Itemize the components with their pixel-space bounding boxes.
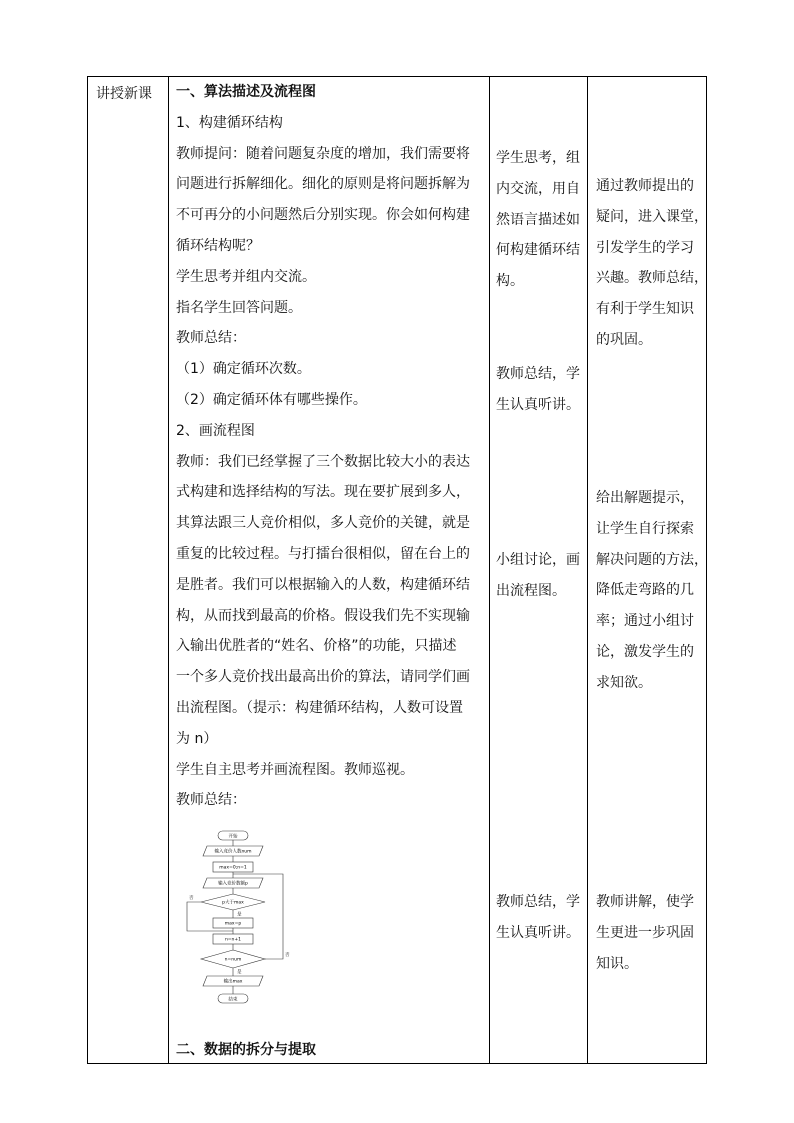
- content-line: 学生自主思考并画流程图。教师巡视。: [176, 761, 414, 778]
- flowchart: [183, 829, 303, 1031]
- text-line: 然语言描述如: [496, 211, 580, 228]
- row-label: 讲授新课: [96, 86, 152, 102]
- text-line: 给出解题提示，: [596, 490, 694, 506]
- content-line: 式构建和选择结构的写法。现在要扩展到多人，: [176, 484, 470, 501]
- text-line: 构。: [496, 273, 524, 290]
- text-line: 有利于学生知识: [596, 301, 694, 318]
- column-divider-1: [168, 77, 169, 1063]
- text-line: 引发学生的学习: [596, 239, 694, 256]
- text-line: 教师讲解，使学: [596, 894, 694, 910]
- flow-start-text: 开始: [228, 834, 238, 840]
- lesson-table: [87, 76, 707, 1064]
- content-line: 指名学生回答问题。: [176, 299, 302, 316]
- content-line: 其算法跟三人竞价相似，多人竞价的关键，就是: [176, 515, 470, 532]
- content-line: 教师提问：随着问题复杂度的增加，我们需要将: [176, 145, 470, 162]
- content-line: （2）确定循环体有哪些操作。: [176, 391, 367, 408]
- text-line: 降低走弯路的几: [596, 582, 694, 599]
- student-activity-1: [496, 143, 580, 297]
- text-line: 求知欲。: [596, 674, 652, 691]
- text-line: 疑问，进入课堂，: [596, 208, 708, 225]
- content-line: 出流程图。（提示：构建循环结构，人数可设置: [176, 699, 463, 716]
- content-line: 一个多人竞价找出最高出价的算法，请同学们画: [176, 669, 470, 686]
- text-line: 生更进一步巩固: [596, 924, 694, 941]
- content-line: 构，从而找到最高的价格。假设我们先不实现输: [176, 607, 470, 624]
- text-line: 通过教师提出的: [596, 178, 694, 194]
- text-line: 小组讨论，画: [496, 552, 580, 568]
- text-line: 内交流，用自: [496, 180, 580, 197]
- flow-increment-text: n=n+1: [224, 937, 242, 943]
- text-line: 何构建循环结: [496, 242, 580, 259]
- text-line: 学生思考，组: [496, 150, 580, 166]
- student-activity-3: [496, 545, 580, 607]
- flow-yes-label: 是: [237, 912, 242, 918]
- flow-assign-text: max=p: [224, 921, 242, 927]
- purpose-1: [596, 171, 708, 356]
- text-line: 让学生自行探索: [596, 520, 694, 537]
- content-line: 教师总结：: [176, 330, 246, 347]
- content-line: 问题进行拆解细化。细化的原则是将问题拆解为: [176, 176, 470, 193]
- flow-no-branch: [187, 902, 233, 931]
- text-line: 生认真听讲。: [496, 396, 580, 413]
- content-line: 1、构建循环结构: [176, 114, 283, 131]
- content-line: 学生思考并组内交流。: [176, 268, 316, 285]
- section-heading-2: 二、数据的拆分与提取: [176, 1042, 316, 1058]
- content-line: 是胜者。我们可以根据输入的人数，构建循环结: [176, 576, 470, 593]
- teaching-content: [176, 77, 491, 816]
- purpose-2: [596, 483, 708, 699]
- text-line: 论，激发学生的: [596, 643, 694, 660]
- flow-end-text: 结束: [228, 997, 238, 1003]
- text-line: 率；通过小组讨: [596, 613, 694, 630]
- flow-output-text: 输出max: [223, 979, 243, 985]
- content-line: 循环结构呢？: [176, 237, 260, 254]
- flow-yes-label-2: 是: [237, 970, 242, 975]
- text-line: 解决问题的方法，: [596, 551, 708, 568]
- text-line: 教师总结，学: [496, 894, 580, 910]
- text-line: 知识。: [596, 955, 638, 972]
- student-activity-4: [496, 887, 580, 949]
- text-line: 教师总结，学: [496, 366, 580, 382]
- flow-input-count-text: 输入竞价人数num: [214, 849, 252, 855]
- content-line: 教师：我们已经掌握了三个数据比较大小的表达: [176, 453, 470, 470]
- student-activity-2: [496, 359, 580, 421]
- purpose-3: [596, 887, 694, 979]
- flow-cond1-text: p大于max: [222, 900, 244, 906]
- flow-no-label-2: 否: [285, 953, 290, 958]
- flow-input-price-text: 输入竞价数额p: [218, 881, 248, 887]
- content-line: 重复的比较过程。与打擂台很相似，留在台上的: [176, 545, 470, 562]
- content-line: （1）确定循环次数。: [176, 361, 311, 378]
- text-line: 出流程图。: [496, 582, 566, 599]
- content-line: 2、画流程图: [176, 422, 255, 439]
- text-line: 的巩固。: [596, 331, 652, 348]
- content-line: 入输出优胜者的“姓名、价格”的功能，只描述: [176, 638, 457, 655]
- content-line: 不可再分的小问题然后分别实现。你会如何构建: [176, 207, 470, 224]
- text-line: 兴趣。教师总结，: [596, 270, 708, 287]
- content-line: 为 n）: [176, 730, 218, 747]
- flow-cond2-text: n=num: [224, 957, 242, 963]
- text-line: 生认真听讲。: [496, 924, 580, 941]
- flow-no-label: 否: [189, 896, 194, 901]
- content-lines: [176, 77, 491, 816]
- column-divider-3: [587, 77, 588, 1063]
- content-line: 教师总结：: [176, 792, 246, 809]
- flow-init-text: max=0;n=1: [219, 865, 247, 871]
- content-line: 一、算法描述及流程图: [176, 84, 316, 100]
